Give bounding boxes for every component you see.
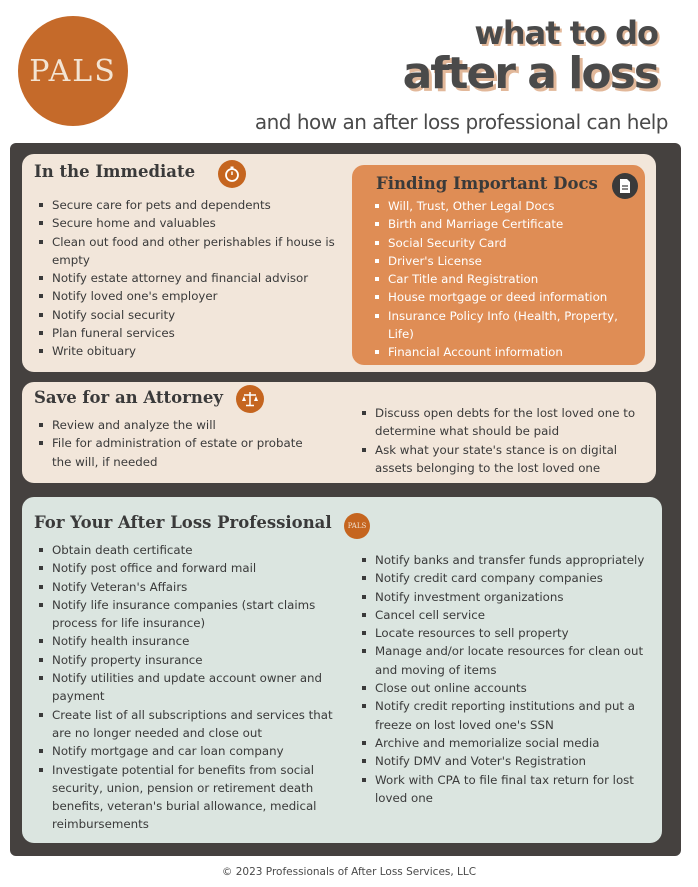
list-item: Secure home and valuables <box>34 214 339 232</box>
pals-badge-text: PALS <box>347 522 367 530</box>
list-item: Obtain death certificate <box>34 541 334 559</box>
attorney-card <box>22 382 656 483</box>
attorney-list-right <box>357 404 642 477</box>
pals-badge-icon <box>344 513 370 539</box>
stopwatch-icon <box>218 160 246 188</box>
title-line-2: after a loss <box>402 48 658 99</box>
list-item: Notify banks and transfer funds appropriately <box>357 551 647 569</box>
docs-heading: Finding Important Docs <box>376 174 598 193</box>
list-item: Notify utilities and update account owner and payment <box>34 669 334 706</box>
list-item: Notify life insurance companies (start claims process for life insurance) <box>34 596 334 633</box>
list-item: Archive and memorialize social media <box>357 734 647 752</box>
subtitle: and how an after loss professional can help <box>254 110 668 134</box>
list-item: Notify social security <box>34 306 339 324</box>
scales-icon <box>236 385 264 413</box>
list-item: Notify estate attorney and financial advisor <box>34 269 339 287</box>
list-item: Insurance Policy Info (Health, Property, Life) <box>370 307 638 344</box>
immediate-list <box>34 196 339 361</box>
pals-logo <box>18 16 128 126</box>
list-item: Close out online accounts <box>357 679 647 697</box>
list-item: House mortgage or deed information <box>370 288 638 306</box>
list-item: Financial Account information <box>370 343 638 361</box>
list-item: Notify mortgage and car loan company <box>34 742 334 760</box>
list-item: File for administration of estate or probate the will, if needed <box>34 434 314 471</box>
list-item: Social Security Card <box>370 234 638 252</box>
list-item: Driver's License <box>370 252 638 270</box>
list-item: Secure care for pets and dependents <box>34 196 339 214</box>
title-line-1: what to do <box>474 14 658 52</box>
document-icon <box>612 173 638 199</box>
list-item: Notify property insurance <box>34 651 334 669</box>
list-item: Plan funeral services <box>34 324 339 342</box>
list-item: Notify Veteran's Affairs <box>34 578 334 596</box>
docs-list <box>370 197 638 362</box>
attorney-list-left <box>34 416 314 471</box>
list-item: Work with CPA to file final tax return for lost loved one <box>357 771 647 808</box>
list-item: Notify post office and forward mail <box>34 559 334 577</box>
list-item: Discuss open debts for the lost loved one to determine what should be paid <box>357 404 642 441</box>
list-item: Notify health insurance <box>34 632 334 650</box>
list-item: Notify credit card company companies <box>357 569 647 587</box>
professional-list-right <box>357 551 647 807</box>
list-item: Birth and Marriage Certificate <box>370 215 638 233</box>
professional-card <box>22 497 662 843</box>
list-item: Notify investment organizations <box>357 588 647 606</box>
copyright-footer: © 2023 Professionals of After Loss Services, LLC <box>221 866 477 878</box>
docs-card <box>352 165 645 365</box>
list-item: Car Title and Registration <box>370 270 638 288</box>
list-item: Create list of all subscriptions and services that are no longer needed and close out <box>34 706 334 743</box>
list-item: Will, Trust, Other Legal Docs <box>370 197 638 215</box>
professional-list-left <box>34 541 334 834</box>
list-item: Clean out food and other perishables if house is empty <box>34 233 339 270</box>
immediate-heading: In the Immediate <box>34 162 196 181</box>
list-item: Cancel cell service <box>357 606 647 624</box>
list-item: Investigate potential for benefits from social security, union, pension or retirement death benefits, veteran's burial allowance, medical reimbursements <box>34 761 334 834</box>
list-item: Notify credit reporting institutions and put a freeze on lost loved one's SSN <box>357 697 647 734</box>
list-item: Locate resources to sell property <box>357 624 647 642</box>
list-item: Ask what your state's stance is on digital assets belonging to the lost loved one <box>357 441 642 478</box>
attorney-heading: Save for an Attorney <box>34 388 223 407</box>
list-item: Review and analyze the will <box>34 416 314 434</box>
professional-heading: For Your After Loss Professional <box>34 513 332 532</box>
list-item: Notify loved one's employer <box>34 287 339 305</box>
list-item: Write obituary <box>34 342 339 360</box>
list-item: Notify DMV and Voter's Registration <box>357 752 647 770</box>
logo-text: PALS <box>29 53 117 89</box>
list-item: Manage and/or locate resources for clean out and moving of items <box>357 642 647 679</box>
